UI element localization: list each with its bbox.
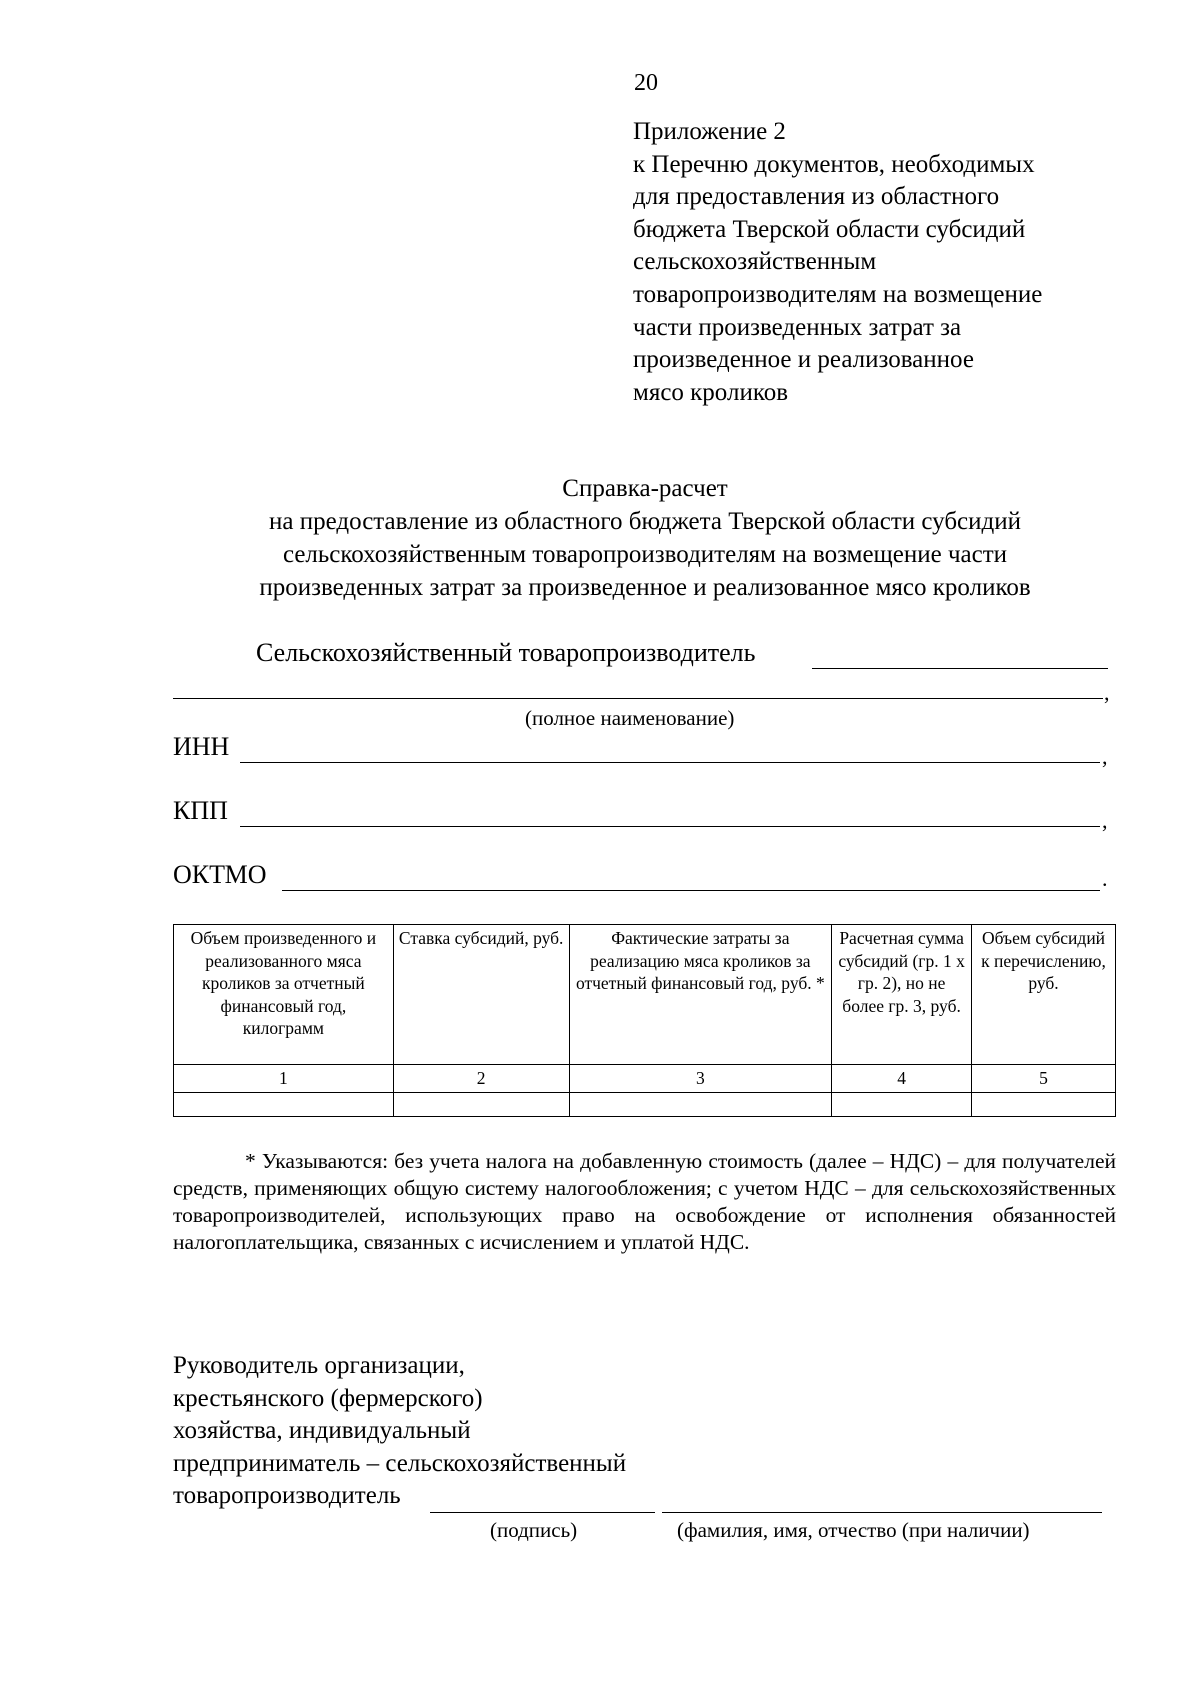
column-number: 2: [393, 1065, 569, 1093]
header-cell: Расчетная сумма субсидий (гр. 1 х гр. 2), но не более гр. 3, руб.: [832, 925, 972, 1065]
producer-field[interactable]: [812, 668, 1108, 669]
column-number: 3: [569, 1065, 832, 1093]
header-cell: Объем произведенного и реализованного мяса кроликов за отчетный финансовый год, килограмм: [174, 925, 394, 1065]
title-line: на предоставление из областного бюджета Тверской области субсидий: [268, 508, 1021, 535]
inn-label: ИНН: [173, 732, 230, 761]
signature-line: Руководитель организации,: [173, 1352, 465, 1379]
column-number: 4: [832, 1065, 972, 1093]
signature-caption: (подпись): [490, 1518, 578, 1542]
table-row: [174, 1092, 1116, 1116]
column-number: 1: [174, 1065, 394, 1093]
comma: ,: [1102, 744, 1108, 769]
appendix-line: товаропроизводителям на возмещение: [633, 280, 1043, 308]
footnote-text: * Указываются: без учета налога на добавленную стоимость (далее – НДС) – для получателей средств, применяющих общую систему налогообложения; с учетом НДС – для сельскохозяйственных товаропроизводителей, использующих право на освобождение от исполнения обязанностей налогоплательщика, связанных с исчислением и уплатой НДС.: [173, 1149, 1116, 1254]
table-header-row: [174, 925, 1116, 1065]
appendix-line: мясо кроликов: [633, 378, 789, 406]
appendix-line: Приложение 2: [633, 118, 786, 145]
appendix-line: произведенное и реализованное: [633, 346, 974, 374]
header-cell: Фактические затраты за реализацию мяса кроликов за отчетный финансовый год, руб. *: [569, 925, 832, 1065]
period: .: [1102, 866, 1108, 891]
inn-field[interactable]: [240, 762, 1100, 763]
signature-field[interactable]: [430, 1512, 655, 1513]
kpp-field[interactable]: [240, 826, 1100, 827]
full-name-field[interactable]: [662, 1512, 1102, 1513]
header-cell: Ставка субсидий, руб.: [393, 925, 569, 1065]
signature-line: предприниматель – сельскохозяйственный: [173, 1449, 627, 1477]
signature-line: хозяйства, индивидуальный: [173, 1417, 471, 1444]
appendix-line: бюджета Тверской области субсидий: [633, 215, 1026, 243]
title-line: сельскохозяйственным товаропроизводителям на возмещение части: [282, 541, 1008, 568]
signature-line: крестьянского (фермерского): [173, 1384, 483, 1412]
document-title: [200, 472, 1090, 604]
producer-name-field[interactable]: [173, 698, 1103, 699]
title-heading: Справка-расчет: [562, 475, 728, 502]
footnote: [173, 1148, 1116, 1256]
producer-label: Сельскохозяйственный товаропроизводитель: [256, 638, 756, 667]
table-cell[interactable]: [569, 1092, 832, 1116]
comma: ,: [1102, 808, 1108, 833]
column-number-row: [174, 1065, 1116, 1093]
appendix-note: [633, 116, 1042, 409]
table-cell[interactable]: [832, 1092, 972, 1116]
table-cell[interactable]: [972, 1092, 1116, 1116]
appendix-line: части произведенных затрат за: [633, 313, 962, 341]
oktmo-field[interactable]: [282, 890, 1100, 891]
title-line: произведенных затрат за произведенное и реализованное мясо кроликов: [259, 574, 1031, 601]
calculation-table: [173, 924, 1116, 1117]
table-cell[interactable]: [393, 1092, 569, 1116]
table-cell[interactable]: [174, 1092, 394, 1116]
comma: ,: [1104, 680, 1110, 705]
full-name-caption: (полное наименование): [525, 706, 735, 730]
page-number: 20: [634, 70, 658, 96]
header-cell: Объем субсидий к перечислению, руб.: [972, 925, 1116, 1065]
signature-block: [173, 1350, 626, 1513]
appendix-line: для предоставления из областного: [633, 183, 1000, 211]
appendix-line: сельскохозяйственным: [633, 248, 877, 276]
appendix-line: к Перечню документов, необходимых: [633, 150, 1035, 178]
signature-line: товаропроизводитель: [173, 1482, 401, 1509]
name-caption: (фамилия, имя, отчество (при наличии): [677, 1518, 1030, 1542]
column-number: 5: [972, 1065, 1116, 1093]
oktmo-label: ОКТМО: [173, 860, 267, 889]
kpp-label: КПП: [173, 796, 228, 825]
